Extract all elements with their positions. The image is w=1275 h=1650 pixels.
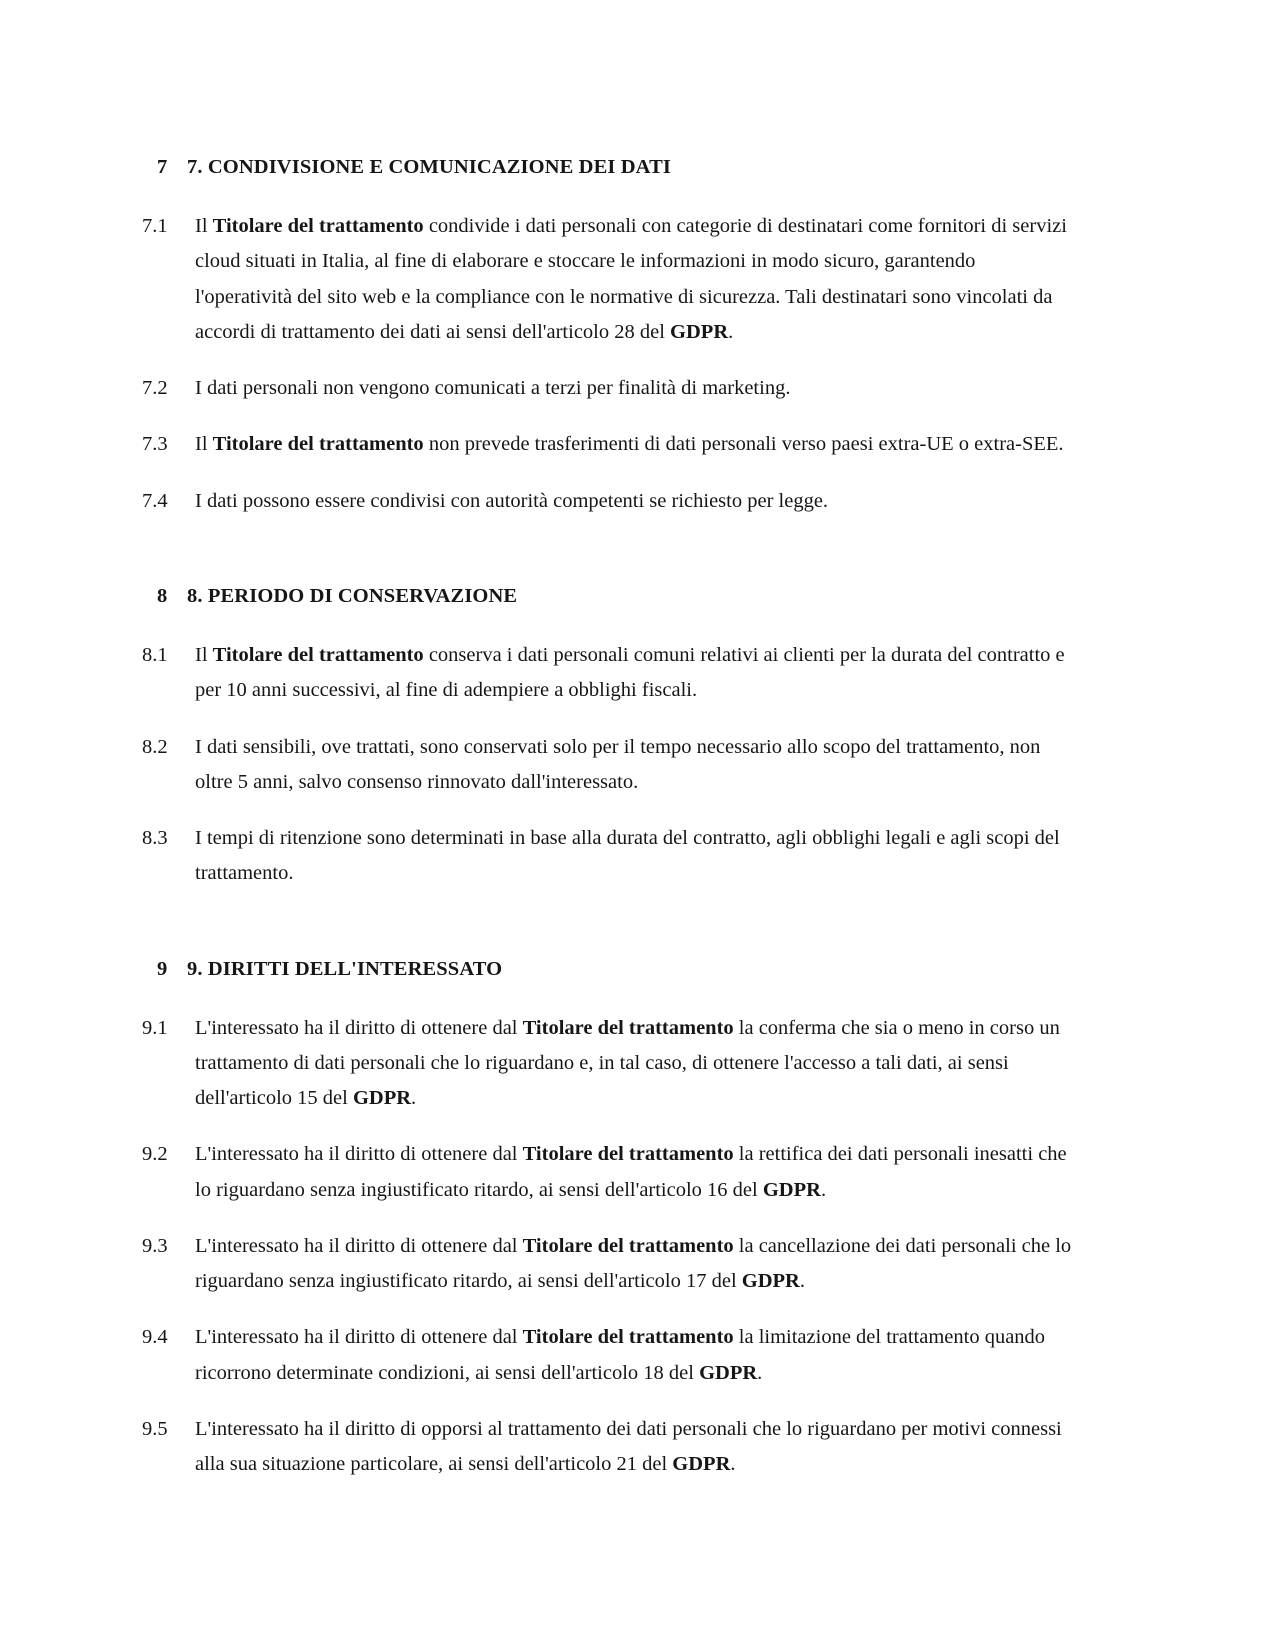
heading-spacer — [140, 995, 1075, 1011]
section-block — [140, 954, 1075, 1483]
clause-text: Il Titolare del trattamento non prevede trasferimenti di dati personali verso paesi extra-UE o extra-SEE. — [195, 433, 1064, 456]
clause-text: I dati personali non vengono comunicati a terzi per finalità di marketing. — [195, 377, 791, 400]
clause-number: 9.4 — [142, 1326, 168, 1349]
section-heading-7 — [140, 152, 1075, 183]
clause-9.1 — [140, 1011, 1075, 1117]
clause-7.3 — [140, 427, 1075, 462]
section-number: 7 — [157, 156, 168, 178]
clause-number: 8.3 — [142, 827, 168, 850]
clause-number: 7.1 — [142, 215, 168, 238]
section-number: 8 — [157, 584, 168, 607]
clause-number: 7.3 — [142, 433, 168, 456]
clause-text: L'interessato ha il diritto di opporsi al trattamento dei dati personali che lo riguardano per motivi connessi alla sua situazione particolare, ai sensi dell'articolo 21 del GDPR. — [195, 1417, 1062, 1476]
clause-text: I dati possono essere condivisi con autorità competenti se richiesto per legge. — [195, 489, 829, 512]
clause-number: 9.1 — [142, 1016, 168, 1039]
clause-9.2 — [140, 1137, 1075, 1208]
clause-text: Il Titolare del trattamento conserva i dati personali comuni relativi ai clienti per la durata del contratto e per 10 anni successivi, al fine di adempiere a obblighi fiscali. — [195, 644, 1065, 702]
clause-9.4 — [140, 1320, 1075, 1391]
section-gap — [140, 519, 1075, 581]
clause-text: L'interessato ha il diritto di ottenere dal Titolare del trattamento la cancellazione dei dati personali che lo riguardano senza ingiustificato ritardo, ai sensi dell'articolo 17 del GDPR. — [195, 1234, 1072, 1293]
clause-number: 7.2 — [142, 377, 168, 400]
clause-text: L'interessato ha il diritto di ottenere dal Titolare del trattamento la conferma che sia o meno in corso un trattamento di dati personali che lo riguardano e, in tal caso, di ottenere l'accesso a tali dati, ai sensi dell'articolo 15 del GDPR. — [195, 1016, 1060, 1110]
clause-number: 8.1 — [142, 644, 168, 667]
clause-text: I dati sensibili, ove trattati, sono conservati solo per il tempo necessario allo scopo del trattamento, non oltre 5 anni, salvo consenso rinnovato dall'interessato. — [195, 735, 1041, 793]
clause-number: 7.4 — [142, 489, 168, 512]
section-title: 7. CONDIVISIONE E COMUNICAZIONE DEI DATI — [187, 156, 671, 178]
section-block — [140, 152, 1075, 519]
clause-number: 9.2 — [142, 1143, 168, 1166]
section-heading-8 — [140, 581, 1075, 612]
clause-7.4 — [140, 484, 1075, 519]
section-number: 9 — [157, 957, 168, 980]
heading-spacer — [140, 193, 1075, 209]
clause-8.1 — [140, 638, 1075, 709]
clause-8.2 — [140, 730, 1075, 801]
clause-number: 9.3 — [142, 1234, 168, 1257]
clause-text: Il Titolare del trattamento condivide i dati personali con categorie di destinatari come fornitori di servizi cloud situati in Italia, al fine di elaborare e stoccare le informazioni in modo sicuro, garantendo l'operatività del sito web e la compliance con le normative di sicurezza. Tali destinatari sono vincolati da accordi di trattamento dei dati ai sensi dell'articolo 28 del GDPR. — [195, 215, 1067, 343]
clause-7.2 — [140, 371, 1075, 406]
section-title: 9. DIRITTI DELL'INTERESSATO — [187, 957, 503, 980]
clause-number: 9.5 — [142, 1417, 168, 1440]
section-block — [140, 581, 1075, 892]
clause-number: 8.2 — [142, 735, 168, 758]
clause-text: L'interessato ha il diritto di ottenere dal Titolare del trattamento la rettifica dei dati personali inesatti che lo riguardano senza ingiustificato ritardo, ai sensi dell'articolo 16 del GDPR. — [195, 1143, 1067, 1201]
section-gap — [140, 892, 1075, 954]
clause-text: L'interessato ha il diritto di ottenere dal Titolare del trattamento la limitazione del trattamento quando ricorrono determinate condizioni, ai sensi dell'articolo 18 del GDPR. — [195, 1326, 1046, 1384]
document-body — [140, 152, 1075, 1482]
section-heading-9 — [140, 954, 1075, 985]
clause-8.3 — [140, 821, 1075, 892]
clause-9.3 — [140, 1229, 1075, 1300]
section-title: 8. PERIODO DI CONSERVAZIONE — [187, 584, 518, 607]
heading-spacer — [140, 622, 1075, 638]
clause-text: I tempi di ritenzione sono determinati in base alla durata del contratto, agli obblighi legali e agli scopi del trattamento. — [195, 827, 1060, 885]
clause-9.5 — [140, 1412, 1075, 1483]
clause-7.1 — [140, 209, 1075, 350]
